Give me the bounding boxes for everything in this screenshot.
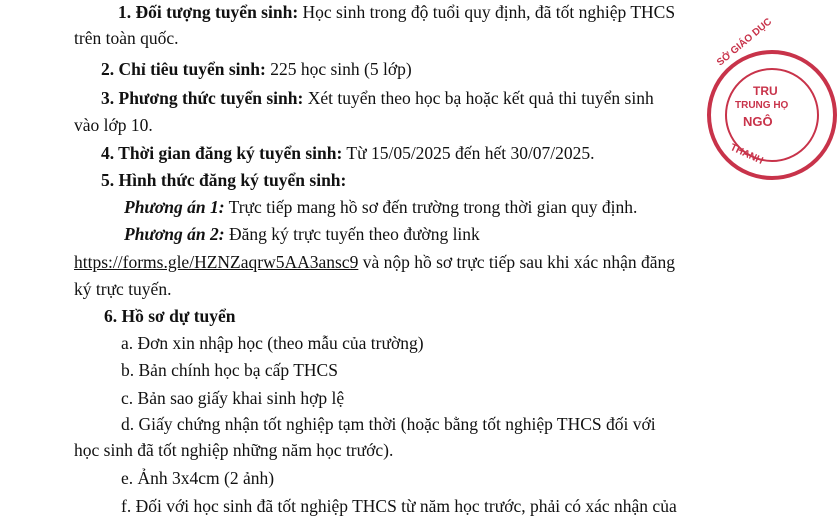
stamp-ring-text: SỞ GIÁO DỤC xyxy=(715,16,775,69)
item-2-label: 2. Chỉ tiêu tuyển sinh: xyxy=(101,59,266,79)
item-1-label: 1. Đối tượng tuyển sinh: xyxy=(118,2,299,22)
item-4-label: 4. Thời gian đăng ký tuyển sinh: xyxy=(101,143,343,163)
link-line-continued: ký trực tuyến. xyxy=(74,279,172,299)
option-1 xyxy=(124,194,637,220)
doc-item-c: c. Bản sao giấy khai sinh hợp lệ xyxy=(121,388,345,408)
item-3-continued: vào lớp 10. xyxy=(74,115,153,135)
item-5-heading: 5. Hình thức đăng ký tuyển sinh: xyxy=(101,170,347,190)
stamp-line-4: THANH xyxy=(728,142,765,167)
link-line xyxy=(74,249,675,275)
item-1-continued: trên toàn quốc. xyxy=(74,28,179,48)
item-4-text: Từ 15/05/2025 đến hết 30/07/2025. xyxy=(342,143,595,163)
doc-item-d: d. Giấy chứng nhận tốt nghiệp tạm thời (hoặc bằng tốt nghiệp THCS đối với xyxy=(121,414,656,434)
stamp-line-2: TRUNG HỌ xyxy=(735,100,789,111)
item-3-text: Xét tuyển theo học bạ hoặc kết quả thi tuyển sinh xyxy=(303,88,654,108)
item-1 xyxy=(118,0,675,25)
option-1-label: Phương án 1: xyxy=(124,197,225,217)
option-2-label: Phương án 2: xyxy=(124,224,225,244)
doc-item-a: a. Đơn xin nhập học (theo mẫu của trường) xyxy=(121,333,424,353)
option-2 xyxy=(124,221,480,247)
doc-item-b: b. Bản chính học bạ cấp THCS xyxy=(121,360,338,380)
registration-link[interactable]: https://forms.gle/HZNZaqrw5AA3ansc9 xyxy=(74,252,359,272)
doc-item-d-continued: học sinh đã tốt nghiệp những năm học trước). xyxy=(74,440,394,460)
item-2-text: 225 học sinh (5 lớp) xyxy=(265,59,412,79)
item-3 xyxy=(101,85,654,111)
stamp-line-1: TRU xyxy=(753,84,778,98)
item-3-label: 3. Phương thức tuyển sinh: xyxy=(101,88,304,108)
option-2-text: Đăng ký trực tuyến theo đường link xyxy=(224,224,480,244)
school-seal-stamp xyxy=(707,16,837,180)
item-1-text: Học sinh trong độ tuổi quy định, đã tốt nghiệp THCS xyxy=(298,2,676,22)
link-after-text: và nộp hồ sơ trực tiếp sau khi xác nhận đăng xyxy=(358,252,675,272)
item-2 xyxy=(101,56,412,82)
item-4 xyxy=(101,140,595,166)
doc-item-f: f. Đối với học sinh đã tốt nghiệp THCS từ năm học trước, phải có xác nhận của xyxy=(121,496,677,516)
item-6-heading: 6. Hồ sơ dự tuyển xyxy=(104,306,236,326)
stamp-line-3: NGÔ xyxy=(743,114,773,129)
doc-item-e: e. Ảnh 3x4cm (2 ảnh) xyxy=(121,468,275,488)
option-1-text: Trực tiếp mang hồ sơ đến trường trong thời gian quy định. xyxy=(224,197,638,217)
